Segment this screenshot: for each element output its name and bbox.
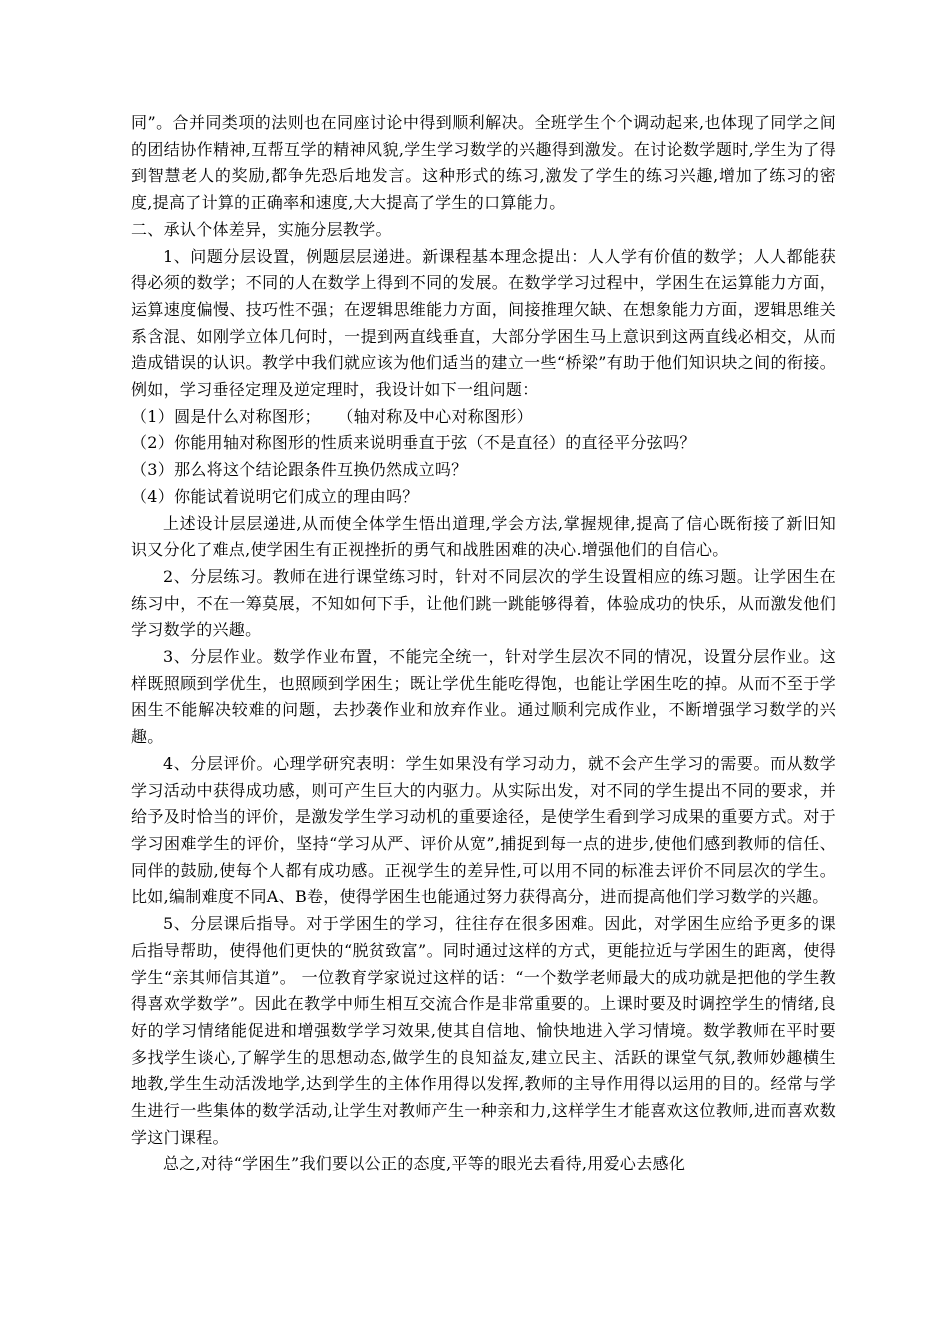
- paragraph-design-summary: 上述设计层层递进,从而使全体学生悟出道理,学会方法,掌握规律,提高了信心既衔接了新旧知识又分化了难点,使学困生有正视挫折的勇气和战胜困难的决心.增强他们的自信心。: [131, 513, 836, 560]
- paragraph-tiered-practice: 2、分层练习。教师在进行课堂练习时，针对不同层次的学生设置相应的练习题。让学困生在练习中，不在一筹莫展，不知如何下手，让他们跳一跳能够得着，体验成功的快乐，从而激发他们学习数学的兴趣。: [131, 566, 836, 640]
- paragraph-tiered-homework: 3、分层作业。数学作业布置，不能完全统一，针对学生层次不同的情况，设置分层作业。这样既照顾到学优生，也照顾到学困生；既让学优生能吃得饱，也能让学困生吃的掉。从而不至于学困生不能解决较难的问题，去抄袭作业和放弃作业。通过顺利完成作业，不断增强学习数学的兴趣。: [131, 647, 836, 747]
- paragraph-tiered-evaluation: 4、分层评价。心理学研究表明：学生如果没有学习动力，就不会产生学习的需要。而从数学学习活动中获得成功感，则可产生巨大的内驱力。从实际出发，对不同的学生提出不同的要求，并给予及时恰当的评价，是激发学生学习动机的重要途径，是使学生看到学习成果的重要方式。对于学习困难学生的评价，坚持“学习从严、评价从宽”,捕捉到每一点的进步,使他们感到教师的信任、同伴的鼓励,使每个人都有成功感。正视学生的差异性,可以用不同的标准去评价不同层次的学生。比如,编制难度不同A、B卷，使得学困生也能通过努力获得高分，进而提高他们学习数学的兴趣。: [131, 753, 836, 907]
- question-item-2: （2）你能用轴对称图形的性质来说明垂直于弦（不是直径）的直径平分弦吗？: [131, 433, 696, 453]
- paragraph-merge-like-terms: 同”。合并同类项的法则也在同座讨论中得到顺利解决。全班学生个个调动起来,也体现了同学之间的团结协作精神,互帮互学的精神风貌,学生学习数学的兴趣得到激发。在讨论数学题时,学生为了得到智慧老人的奖励,都争先恐后地发言。这种形式的练习,激发了学生的练习兴趣,增加了练习的密度,提高了计算的正确率和速度,大大提高了学生的口算能力。: [131, 113, 836, 213]
- question-item-3: （3）那么将这个结论跟条件互换仍然成立吗？: [131, 460, 468, 480]
- section-heading-tiered-teaching: 二、承认个体差异，实施分层教学。: [131, 219, 392, 239]
- paragraph-tiered-questions: 1、问题分层设置，例题层层递进。新课程基本理念提出：人人学有价值的数学；人人都能获得必须的数学；不同的人在数学上得到不同的发展。在数学学习过程中，学困生在运算能力方面，运算速度偏慢、技巧性不强；在逻辑思维能力方面，间接推理欠缺、在想象能力方面，逻辑思维关系含混、如刚学立体几何时，一提到两直线垂直，大部分学困生马上意识到这两直线必相交，从而造成错误的认识。教学中我们就应该为他们适当的建立一些“桥梁”有助于他们知识块之间的衔接。例如，学习垂径定理及逆定理时，我设计如下一组问题：: [131, 246, 836, 400]
- question-item-1: （1）圆是什么对称图形； （轴对称及中心对称图形）: [131, 406, 533, 426]
- question-item-4: （4）你能试着说明它们成立的理由吗？: [131, 486, 419, 506]
- paragraph-tiered-guidance: 5、分层课后指导。对于学困生的学习，往往存在很多困难。因此，对学困生应给予更多的课后指导帮助，使得他们更快的“脱贫致富”。同时通过这样的方式，更能拉近与学困生的距离，使得学生“亲其师信其道”。 一位教育学家说过这样的话：“一个数学老师最大的成功就是把他的学生教得喜欢学数学”。因此在教学中师生相互交流合作是非常重要的。上课时要及时调控学生的情绪,良好的学习情绪能促进和增强数学学习效果,使其自信地、愉快地进入学习情境。数学教师在平时要多找学生谈心,了解学生的思想动态,做学生的良知益友,建立民主、活跃的课堂气氛,教师妙趣横生地教,学生生动活泼地学,达到学生的主体作用得以发挥,教师的主导作用得以运用的目的。经常与学生进行一些集体的数学活动,让学生对教师产生一种亲和力,这样学生才能喜欢这位教师,进而喜欢数学这门课程。: [131, 914, 836, 1147]
- paragraph-conclusion: 总之,对待“学困生”我们要以公正的态度,平等的眼光去看待,用爱心去感化: [163, 1154, 686, 1174]
- document-page: [131, 110, 836, 1178]
